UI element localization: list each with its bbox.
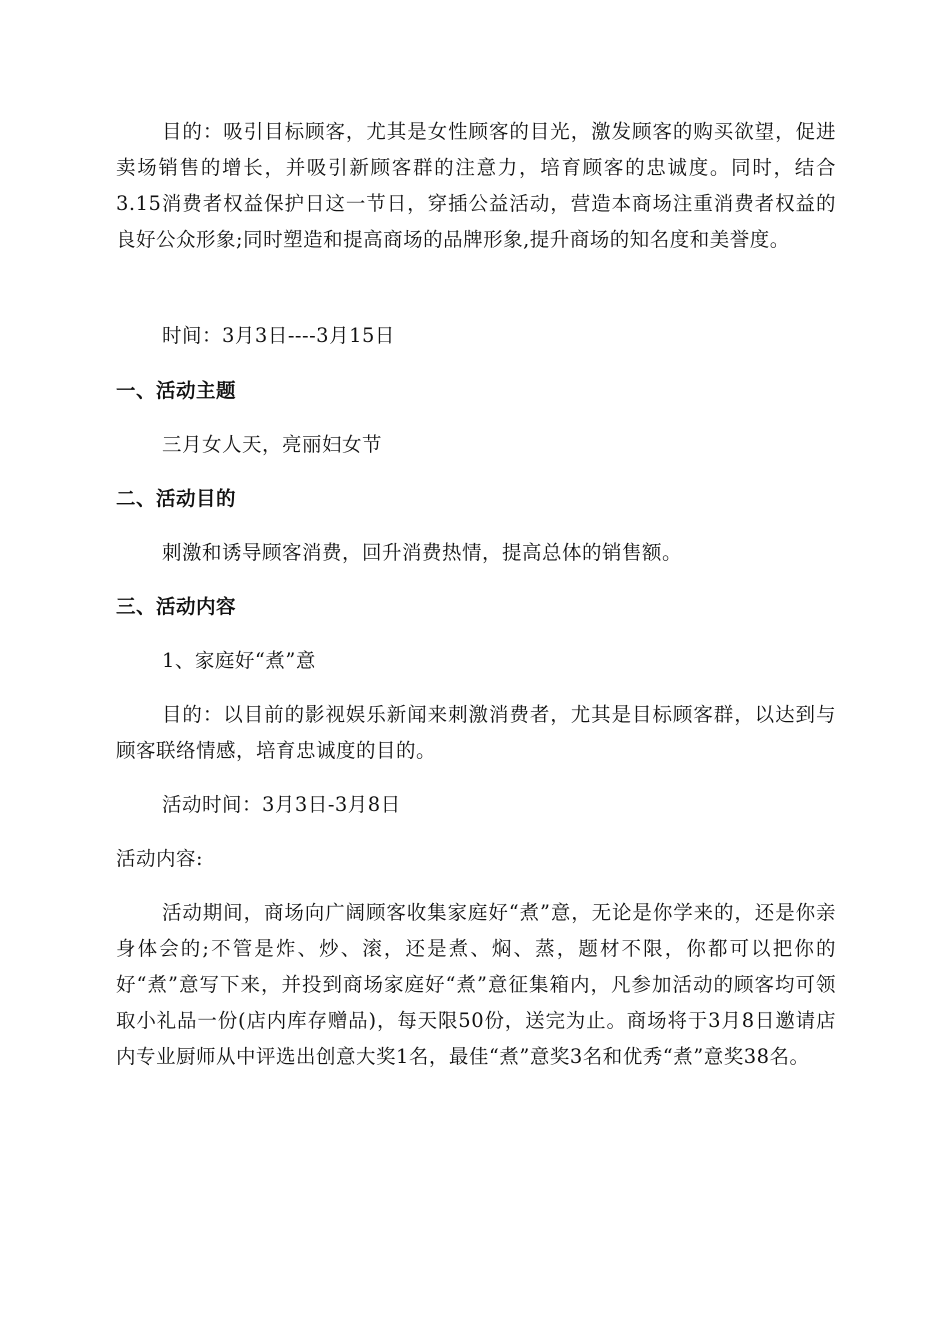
section-heading-content: 三、活动内容 (116, 595, 237, 618)
theme-paragraph: 三月女人天，亮丽妇女节 (162, 433, 383, 456)
intro-purpose-paragraph: 目的：吸引目标顾客，尤其是女性顾客的目光，激发顾客的购买欲望，促进卖场销售的增长，并吸引新顾客群的注意力，培育顾客的忠诚度。同时，结合3.15消费者权益保护日这一节日，穿插公益活动，营造本商场注重消费者权益的良好公众形象;同时塑造和提高商场的品牌形象,提升商场的知名度和美誉度。 (116, 120, 836, 251)
item1-content-label: 活动内容: (116, 847, 204, 870)
item1-time-paragraph: 活动时间：3月3日-3月8日 (162, 793, 401, 816)
item1-purpose-paragraph: 目的：以目前的影视娱乐新闻来刺激消费者，尤其是目标顾客群，以达到与顾客联络情感，培育忠诚度的目的。 (116, 703, 836, 762)
item1-title: 1、家庭好“煮”意 (162, 649, 316, 672)
purpose-paragraph: 刺激和诱导顾客消费，回升消费热情，提高总体的销售额。 (162, 541, 683, 564)
item1-content-paragraph: 活动期间，商场向广阔顾客收集家庭好“煮”意，无论是你学来的，还是你亲身体会的;不管是炸、炒、滚，还是煮、焖、蒸，题材不限，你都可以把你的好“煮”意写下来，并投到商场家庭好“煮”意征集箱内，凡参加活动的顾客均可领取小礼品一份(店内库存赠品)，每天限50份，送完为止。商场将于3月8日邀请店内专业厨师从中评选出创意大奖1名，最佳“煮”意奖3名和优秀“煮”意奖38名。 (116, 901, 836, 1068)
section-heading-purpose: 二、活动目的 (116, 487, 237, 510)
section-heading-theme: 一、活动主题 (116, 379, 237, 402)
intro-time-paragraph: 时间：3月3日----3月15日 (162, 324, 395, 347)
